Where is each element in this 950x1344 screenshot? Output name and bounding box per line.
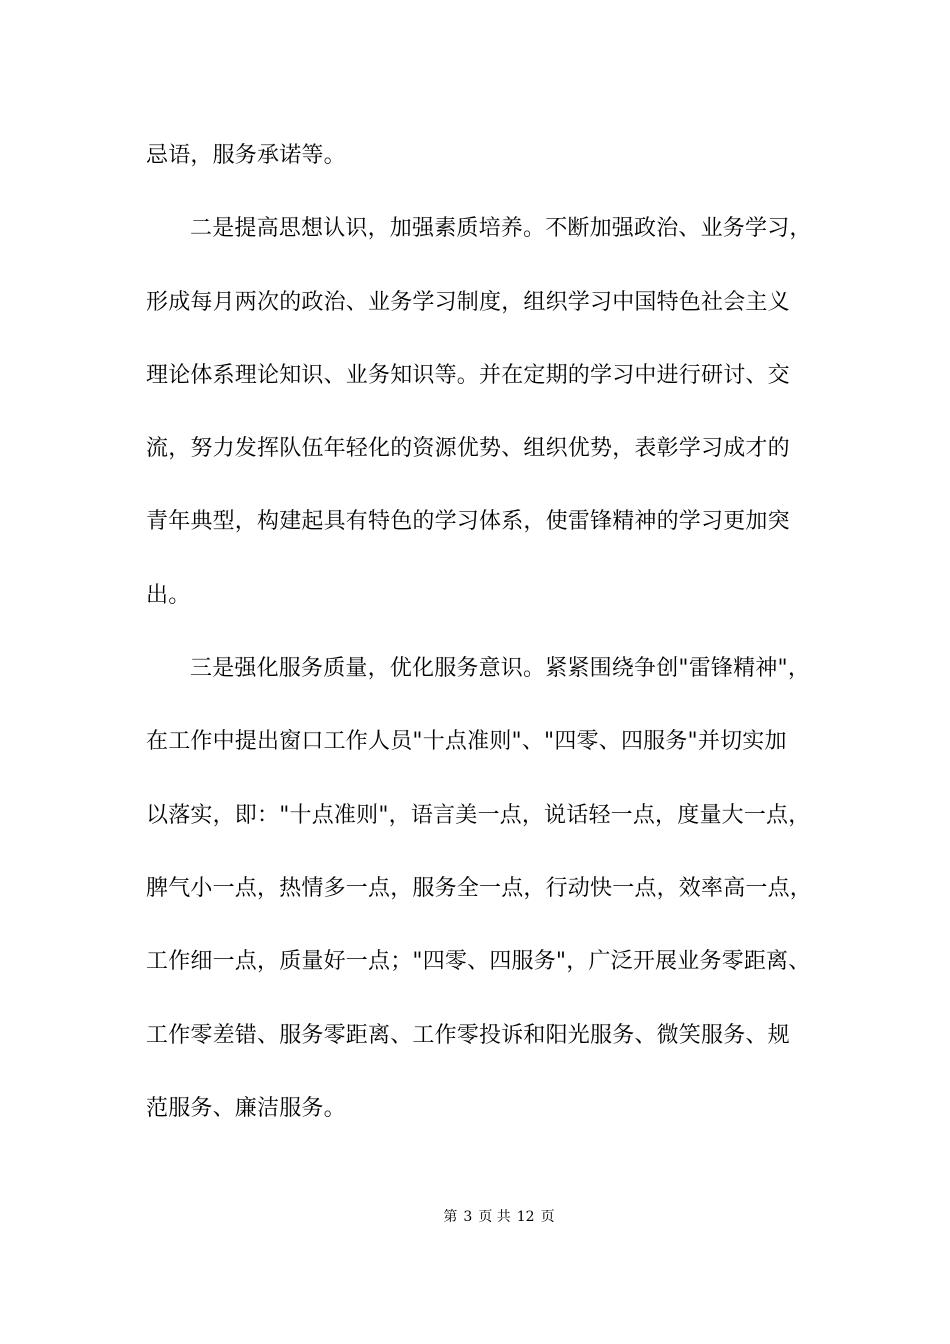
footer-middle: 页 共 [478,1209,511,1225]
text-line: 理论体系理论知识、业务知识等。并在定期的学习中进行研讨、交 [146,362,790,388]
footer-prefix: 第 [443,1209,458,1225]
text-line: 在工作中提出窗口工作人员"十点准则"、"四零、四服务"并切实加 [146,729,787,755]
text-line: 出。 [146,582,191,608]
paragraph-start-line: 二是提高思想认识，加强素质培养。不断加强政治、业务学习， [190,216,812,242]
paragraph-start-line: 三是强化服务质量，优化服务意识。紧紧围绕争创"雷锋精神"， [190,656,811,682]
page-footer [0,1207,950,1227]
text-line: 忌语，服务承诺等。 [146,143,346,168]
body-text [146,133,826,1159]
current-page-number: 3 [463,1209,473,1225]
text-line: 工作细一点，质量好一点；"四零、四服务"，广泛开展业务零距离、 [146,949,811,975]
text-line: 工作零差错、服务零距离、工作零投诉和阳光服务、微笑服务、规 [146,1022,790,1048]
text-line: 脾气小一点，热情多一点，服务全一点，行动快一点，效率高一点， [146,875,813,901]
text-line: 流，努力发挥队伍年轻化的资源优势、组织优势，表彰学习成才的 [146,436,790,462]
text-line: 范服务、廉洁服务。 [146,1095,346,1121]
footer-suffix: 页 [540,1209,555,1225]
text-line: 形成每月两次的政治、业务学习制度，组织学习中国特色社会主义 [146,289,790,315]
text-line: 以落实，即："十点准则"，语言美一点，说话轻一点，度量大一点， [146,802,811,828]
text-line: 青年典型，构建起具有特色的学习体系，使雷锋精神的学习更加突 [146,509,790,535]
total-page-count: 12 [516,1209,535,1225]
